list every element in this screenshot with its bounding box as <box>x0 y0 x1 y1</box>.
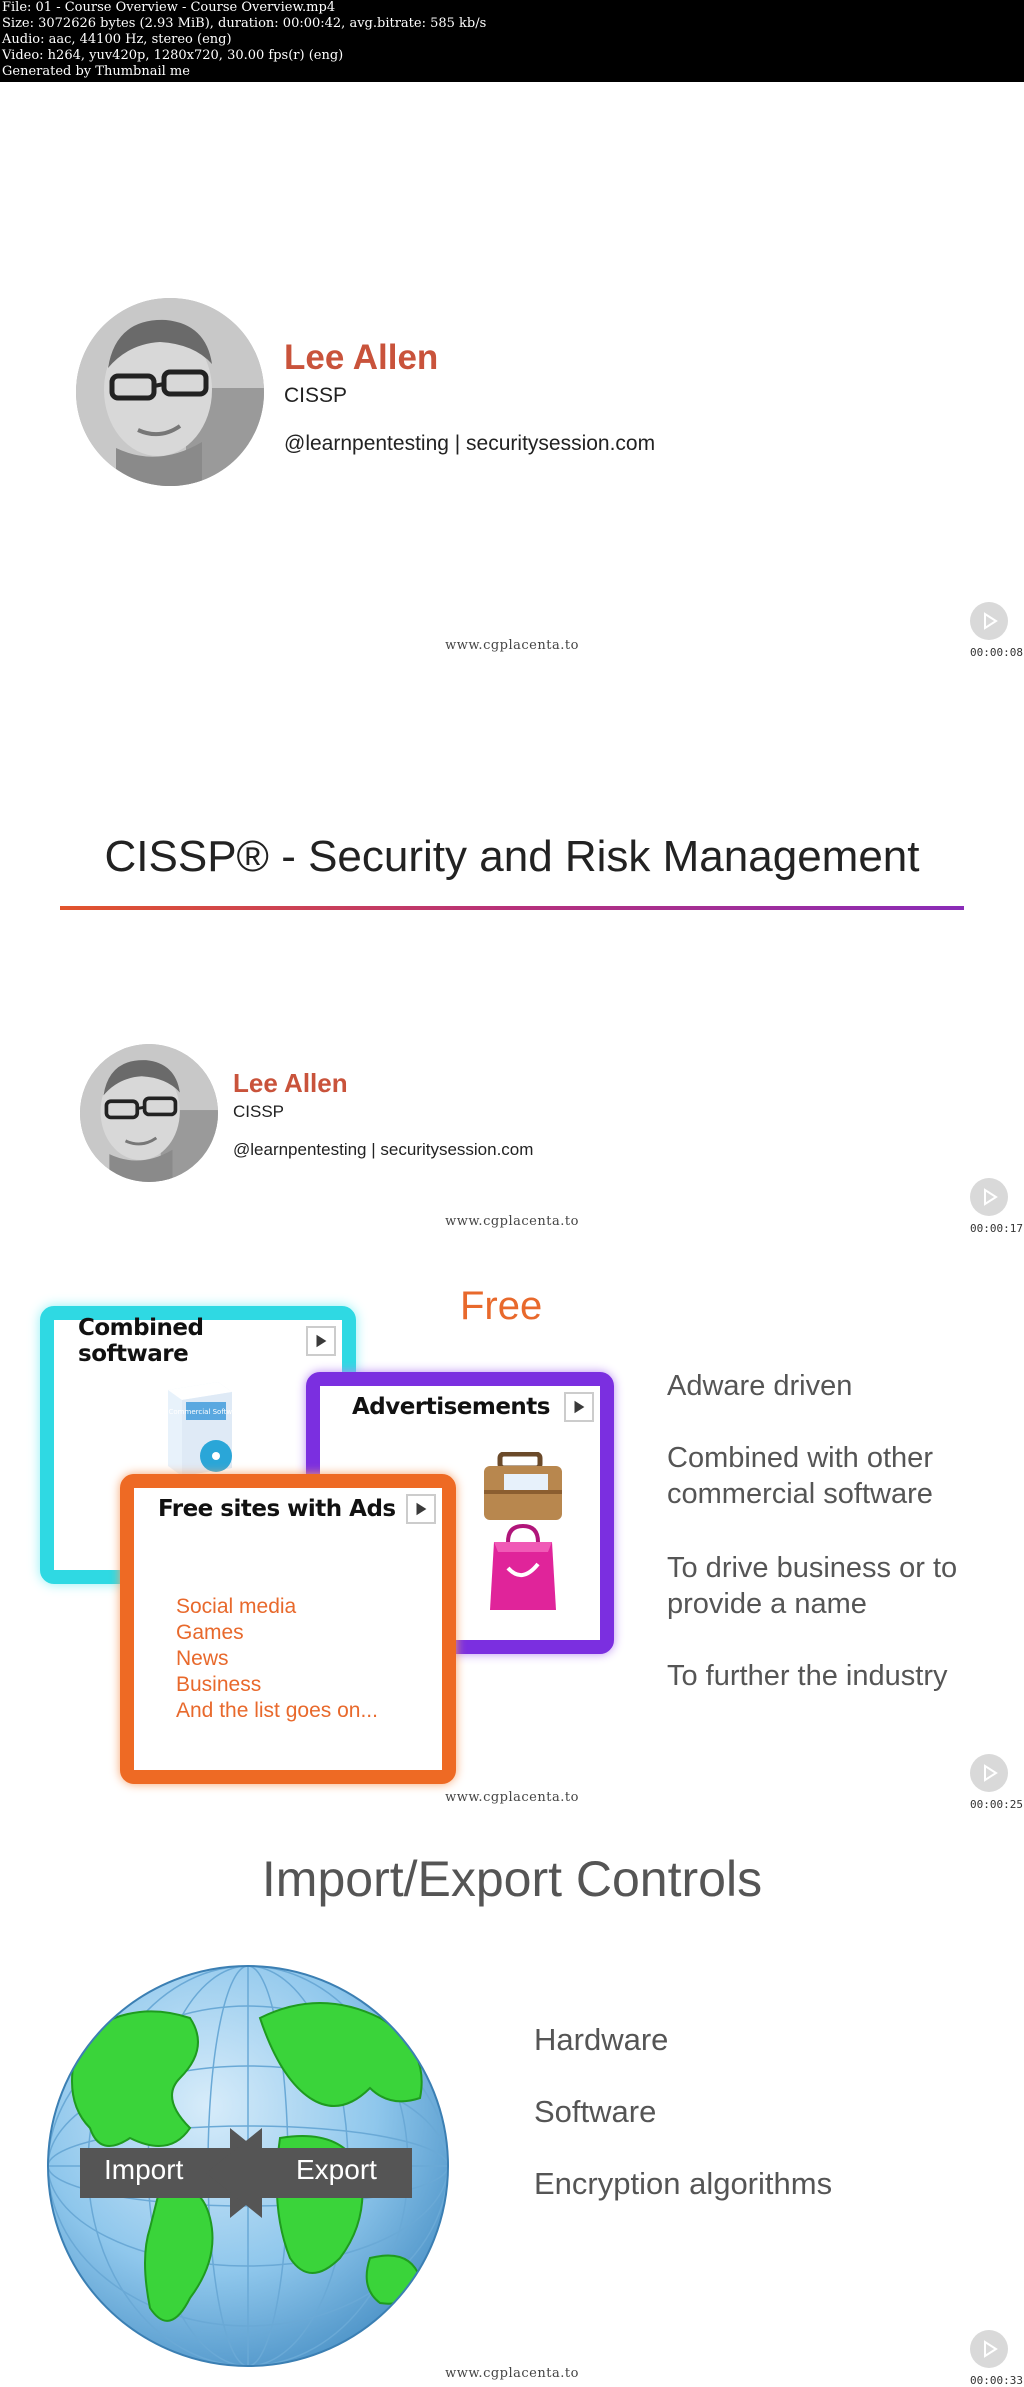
play-icon <box>970 602 1008 640</box>
size-line: Size: 3072626 bytes (2.93 MiB), duration: 00:00:42, avg.bitrate: 585 kb/s <box>2 16 487 31</box>
list-item: Social media <box>176 1595 297 1618</box>
audio-line: Audio: aac, 44100 Hz, stereo (eng) <box>2 32 232 47</box>
site-list <box>176 1594 378 1724</box>
timestamp: 00:00:33 <box>970 2374 1023 2387</box>
play-icon <box>970 1754 1008 1792</box>
presenter-cert: CISSP <box>233 1102 285 1121</box>
shopping-bag-icon <box>488 1524 558 1612</box>
free-sites-window <box>120 1474 456 1784</box>
watermark: www.cgplacenta.to <box>445 638 579 653</box>
bullet-encryption: Encryption algorithms <box>534 2166 833 2201</box>
presenter-contact: @learnpentesting | securitysession.com <box>284 432 656 455</box>
slide-title: Free <box>460 1284 543 1328</box>
list-item: Games <box>176 1621 244 1644</box>
title-underline <box>60 906 964 910</box>
watermark: www.cgplacenta.to <box>445 1214 579 1229</box>
software-box-icon <box>158 1382 238 1478</box>
generator-line: Generated by Thumbnail me <box>2 64 190 79</box>
presenter-avatar <box>76 298 264 486</box>
watermark: www.cgplacenta.to <box>445 2366 579 2381</box>
play-arrow-icon <box>564 1392 594 1422</box>
timestamp: 00:00:17 <box>970 1222 1023 1234</box>
bullet-combined: Combined with other commercial software <box>667 1442 933 1510</box>
presenter-contact: @learnpentesting | securitysession.com <box>233 1140 534 1159</box>
timestamp: 00:00:08 <box>970 646 1023 658</box>
thumbnail-frame-3 <box>0 1234 1024 1810</box>
presenter-avatar <box>80 1044 218 1182</box>
window-title: Combined software <box>60 1322 302 1360</box>
list-item: And the list goes on... <box>176 1699 378 1722</box>
thumbnail-frame-2 <box>0 658 1024 1234</box>
play-arrow-icon <box>306 1326 336 1356</box>
bullet-adware: Adware driven <box>667 1370 853 1402</box>
video-line: Video: h264, yuv420p, 1280x720, 30.00 fps(r) (eng) <box>2 48 344 63</box>
window-title: Advertisements <box>326 1388 560 1426</box>
play-icon <box>970 1178 1008 1216</box>
thumbnail-frame-1 <box>0 82 1024 658</box>
watermark: www.cgplacenta.to <box>445 1790 579 1805</box>
box-label: Commercial Software <box>168 1408 238 1416</box>
play-arrow-icon <box>406 1494 436 1524</box>
import-label: Import <box>104 2154 184 2185</box>
bullet-hardware: Hardware <box>534 2022 669 2057</box>
file-info-header <box>0 0 1024 82</box>
presenter-name: Lee Allen <box>284 338 439 377</box>
list-item: News <box>176 1647 229 1670</box>
play-icon <box>970 2330 1008 2368</box>
timestamp: 00:00:25 <box>970 1798 1023 1810</box>
thumbnail-frame-4 <box>0 1810 1024 2387</box>
file-line: File: 01 - Course Overview - Course Overview.mp4 <box>2 0 336 15</box>
export-label: Export <box>296 2154 377 2185</box>
bullet-software: Software <box>534 2094 657 2129</box>
list-item: Business <box>176 1673 262 1696</box>
bullet-business: To drive business or to provide a name <box>667 1552 958 1620</box>
presenter-name: Lee Allen <box>233 1068 348 1098</box>
briefcase-icon <box>480 1452 566 1522</box>
bullet-industry: To further the industry <box>667 1660 948 1692</box>
course-title: CISSP® - Security and Risk Management <box>104 832 920 881</box>
window-title: Free sites with Ads <box>140 1490 402 1528</box>
slide-title: Import/Export Controls <box>261 1851 763 1907</box>
presenter-cert: CISSP <box>284 384 348 407</box>
